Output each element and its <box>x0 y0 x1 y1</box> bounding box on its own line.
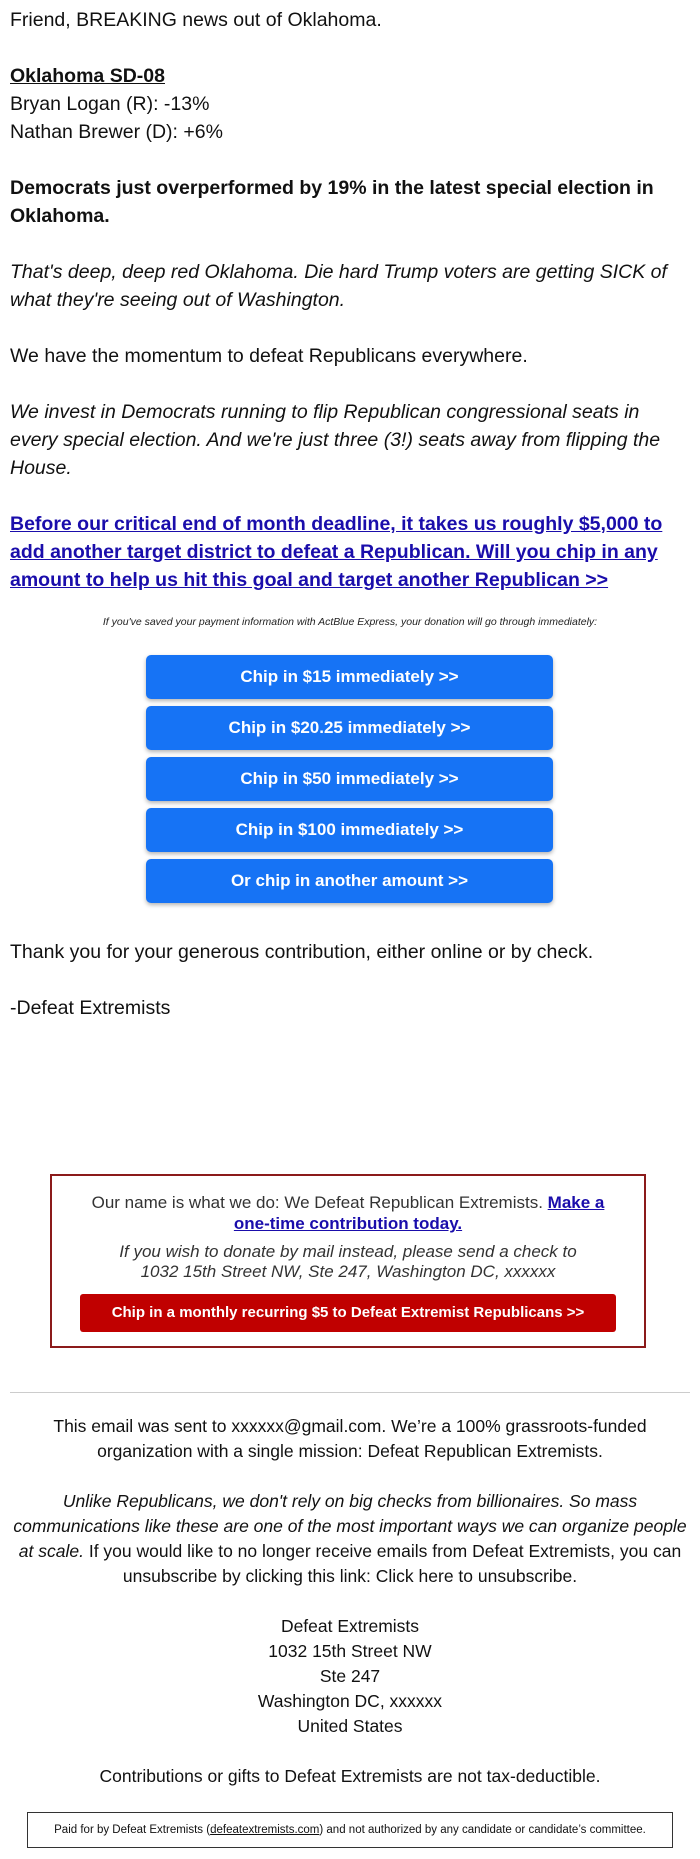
box-text <box>52 1192 644 1234</box>
race-line-2: Nathan Brewer (D): +6% <box>10 121 223 143</box>
footer-sent-text: This email was sent to xxxxxx@gmail.com. We’re a 100% grassroots-funded organization with a single mission: Defeat Republican Extremists. <box>53 1416 647 1461</box>
paragraph-momentum: We have the momentum to defeat Republicans everywhere. <box>10 345 528 367</box>
paid-for-pre: Paid for by Defeat Extremists ( <box>54 1824 211 1836</box>
email-body <box>10 0 690 639</box>
divider <box>10 1392 690 1393</box>
paragraph-red-oklahoma: That's deep, deep red Oklahoma. Die hard Trump voters are getting SICK of what they're seeing out of Washington. <box>10 261 667 311</box>
box-tagline: Our name is what we do: We Defeat Republican Extremists. <box>91 1193 543 1212</box>
chip-100-button[interactable]: Chip in $100 immediately >> <box>146 808 553 852</box>
address-line-2: 1032 15th Street NW <box>268 1641 432 1661</box>
footer <box>10 1414 690 1789</box>
race-line-1: Bryan Logan (R): -13% <box>10 93 210 115</box>
one-time-contribution-link[interactable]: Make a one-time contribution today. <box>233 1193 605 1233</box>
contribution-box <box>50 1174 646 1348</box>
paid-for-disclaimer <box>27 1812 673 1848</box>
footer-italic-text: Unlike Republicans, we don't rely on big checks from billionaires. So mass communications like these are one of the most important ways we can organize people at scale. <box>13 1491 687 1561</box>
paragraph-invest: We invest in Democrats running to flip Republican congressional seats in every special election. And we're just three (3!) seats away from flipping the House. <box>10 401 661 479</box>
greeting: Friend, BREAKING news out of Oklahoma. <box>10 9 382 31</box>
cta-link[interactable]: Before our critical end of month deadline, it takes us roughly $5,000 to add another target district to defeat a Republican. Will you chip in any amount to help us hit this goal and target another Republican >> <box>10 513 663 591</box>
chip-50-button[interactable]: Chip in $50 immediately >> <box>146 757 553 801</box>
race-title: Oklahoma SD-08 <box>10 65 165 87</box>
tax-note: Contributions or gifts to Defeat Extremists are not tax-deductible. <box>99 1766 601 1786</box>
address-line-4: Washington DC, xxxxxx <box>257 1691 443 1711</box>
unsubscribe-link[interactable]: Click here to unsubscribe. <box>375 1566 578 1586</box>
signature: -Defeat Extremists <box>10 997 171 1019</box>
donation-buttons <box>146 655 553 910</box>
website-link[interactable]: defeatextremists.com <box>210 1824 320 1836</box>
mail-donation-text: If you wish to donate by mail instead, please send a check to 1032 15th Street NW, Ste 247, Washington DC, xxxxxx <box>119 1242 577 1281</box>
paid-for-post: ) and not authorized by any candidate or candidate’s committee. <box>319 1824 646 1836</box>
chip-other-amount-button[interactable]: Or chip in another amount >> <box>146 859 553 903</box>
chip-20-25-button[interactable]: Chip in $20.25 immediately >> <box>146 706 553 750</box>
chip-15-button[interactable]: Chip in $15 immediately >> <box>146 655 553 699</box>
footer-unsubscribe-paragraph <box>10 1489 690 1589</box>
actblue-express-note: If you've saved your payment information with ActBlue Express, your donation will go through immediately: <box>102 616 598 628</box>
monthly-recurring-button[interactable]: Chip in a monthly recurring $5 to Defeat Extremist Republicans >> <box>80 1294 616 1332</box>
address-line-3: Ste 247 <box>319 1666 381 1686</box>
headline: Democrats just overperformed by 19% in the latest special election in Oklahoma. <box>10 177 654 227</box>
address-line-5: United States <box>297 1716 403 1736</box>
thanks-text: Thank you for your generous contribution, either online or by check. <box>10 941 594 963</box>
address-line-1: Defeat Extremists <box>280 1616 420 1636</box>
footer-unsub-text: If you would like to no longer receive emails from Defeat Extremists, you can unsubscribe by clicking this link: <box>83 1541 682 1586</box>
